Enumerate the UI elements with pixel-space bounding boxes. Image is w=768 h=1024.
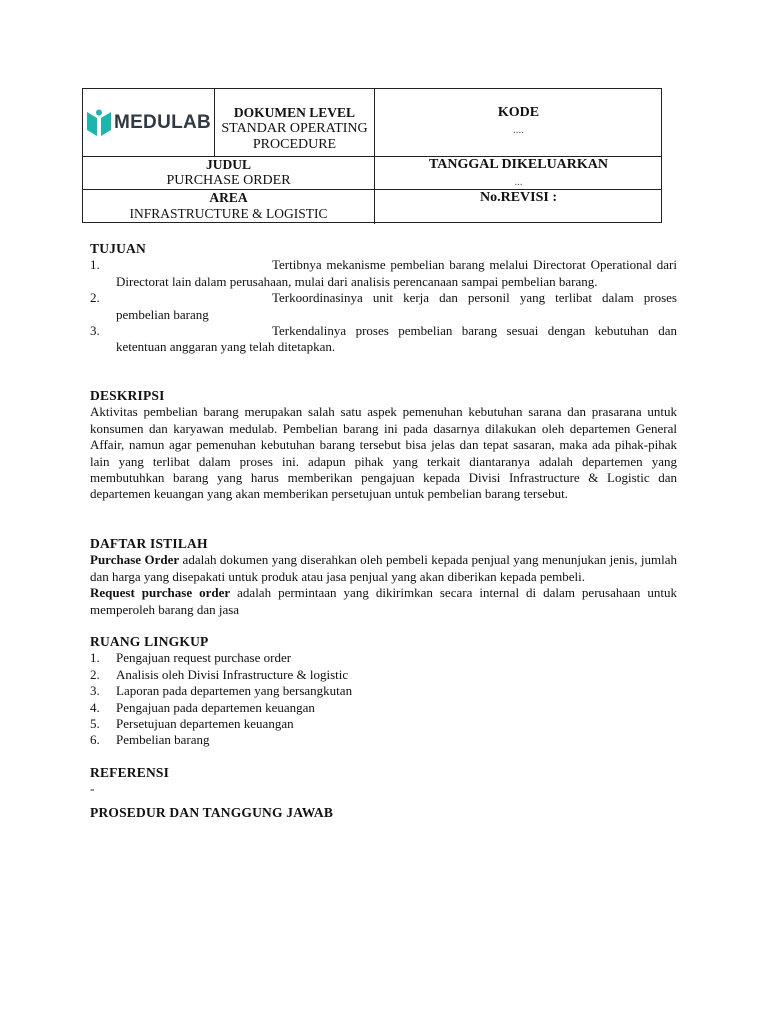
revisi-label: No.REVISI : <box>479 190 557 205</box>
list-item: 6. Pembelian barang <box>90 732 210 748</box>
daftar-istilah-section <box>90 536 677 618</box>
term-purchase-order: Purchase Order <box>90 552 180 568</box>
daftar-istilah-heading: DAFTAR ISTILAH <box>90 536 208 551</box>
list-item: 4. Pengajuan pada departemen keuangan <box>90 699 315 715</box>
judul-value: PURCHASE ORDER <box>166 173 291 188</box>
ruang-lingkup-heading: RUANG LINGKUP <box>90 634 209 649</box>
tanggal-label: TANGGAL DIKELUARKAN <box>428 157 609 172</box>
ruang-lingkup-section <box>90 634 677 749</box>
referensi-section <box>90 765 677 798</box>
istilah-purchase-order: Purchase Order adalah dokumen yang diserahkan oleh pembeli kepada penjual yang menunjukan jenis, jumlah dan harga yang disepakati untuk produk atau jasa penjual yang akan diberikan kepada pembeli. <box>90 552 677 584</box>
prosedur-section <box>90 805 677 821</box>
deskripsi-section <box>90 388 677 503</box>
deskripsi-text: Aktivitas pembelian barang merupakan salah satu aspek pemenuhan kebutuhan sarana dan prasarana untuk konsumen dan karyawan medulab. Pembelian barang ini pada dasarnya dilakukan oleh departemen General Affair, namun agar pemenuhan kebutuhan barang tersebut bisa jelas dan tepat sasaran, maka ada pihak-pihak lain yang terlibat dalam proses ini. adapun pihak yang terkait diantaranya adalah departemen yang membutuhkan barang yang harus memberikan pengajuan kepada Divisi Infrastructure & Logistic dan departemen keuangan yang akan memberikan persetujuan untuk pembelian barang tersebut. <box>90 404 677 502</box>
tujuan-section <box>90 241 677 356</box>
dokumen-level-line1: STANDAR OPERATING <box>221 121 368 136</box>
list-item: 3. Laporan pada departemen yang bersangkutan <box>90 683 353 699</box>
logo-text: MEDULAB <box>113 111 212 133</box>
medulab-logo-icon <box>87 109 111 137</box>
area-label: AREA <box>209 190 248 205</box>
header-table <box>82 88 662 223</box>
kode-cell <box>375 105 662 136</box>
list-item: 2. Analisis oleh Divisi Infrastructure & logistic <box>90 666 349 682</box>
referensi-value: - <box>90 781 95 797</box>
list-item: 2. Terkoordinasinya unit kerja dan personil yang terlibat dalam proses pembelian barang <box>90 290 677 322</box>
company-logo <box>83 89 215 156</box>
judul-cell <box>83 157 374 189</box>
list-item: 1. Pengajuan request purchase order <box>90 650 292 666</box>
dokumen-level-line2: PROCEDURE <box>252 137 337 152</box>
list-item: 1. Tertibnya mekanisme pembelian barang melalui Directorat Operational dari Directorat lain dalam perusahaan, mulai dari analisis perencanaan sampai pembelian barang. <box>90 257 677 289</box>
dokumen-level-label: DOKUMEN LEVEL <box>233 105 356 120</box>
area-value: INFRASTRUCTURE & LOGISTIC <box>129 206 328 221</box>
tujuan-heading: TUJUAN <box>90 241 146 256</box>
kode-value: .... <box>513 124 524 136</box>
tanggal-value: ... <box>514 176 523 188</box>
referensi-heading: REFERENSI <box>90 765 170 780</box>
revisi-cell <box>375 190 662 206</box>
istilah-request-purchase-order: Request purchase order adalah permintaan yang dikirimkan secara internal di dalam perusahaan untuk memperoleh barang dan jasa <box>90 585 678 617</box>
dokumen-level-cell <box>215 105 374 153</box>
judul-label: JUDUL <box>205 157 251 172</box>
area-cell <box>83 190 374 222</box>
kode-label: KODE <box>497 105 540 120</box>
list-item: 3. Terkendalinya proses pembelian barang sesuai dengan kebutuhan dan ketentuan anggaran yang telah ditetapkan. <box>90 323 677 355</box>
list-item: 5. Persetujuan departemen keuangan <box>90 716 294 732</box>
prosedur-heading: PROSEDUR DAN TANGGUNG JAWAB <box>90 805 334 820</box>
term-request-purchase-order: Request purchase order <box>90 585 231 601</box>
deskripsi-heading: DESKRIPSI <box>90 388 165 403</box>
tanggal-cell <box>375 157 662 188</box>
